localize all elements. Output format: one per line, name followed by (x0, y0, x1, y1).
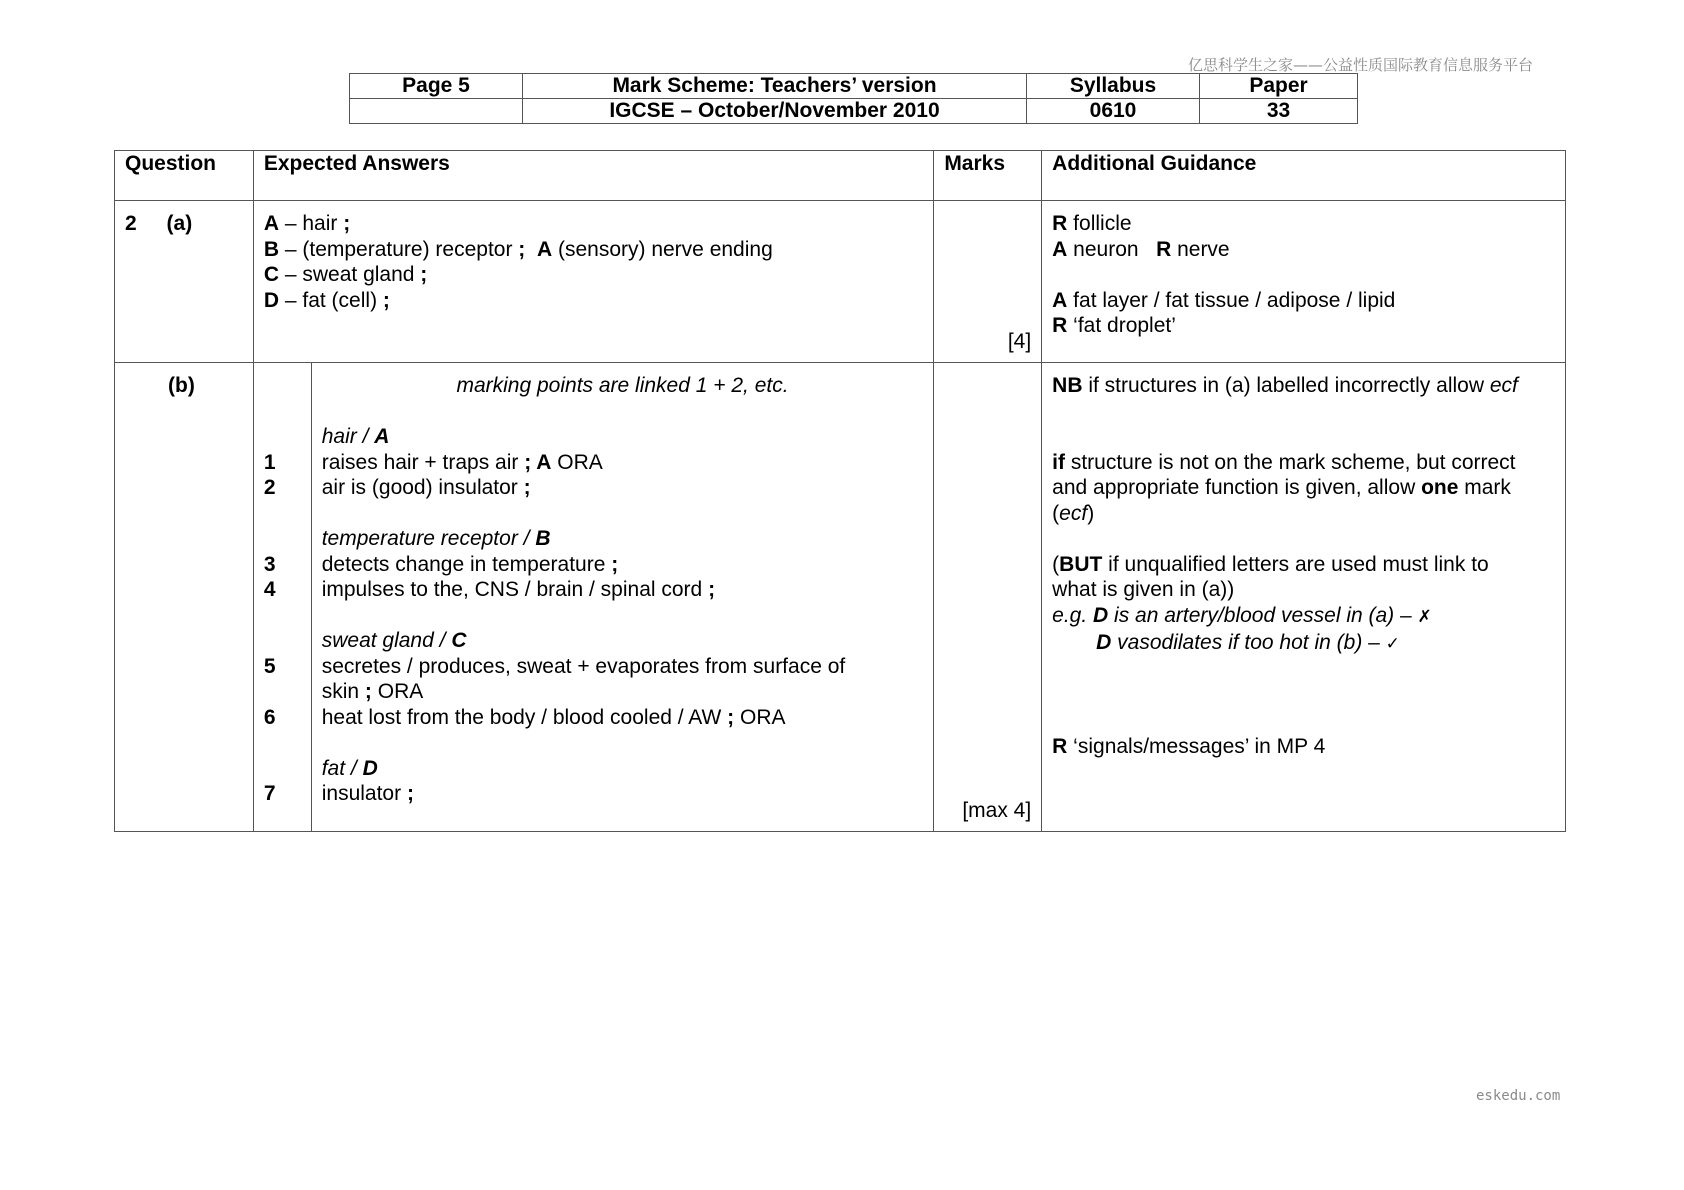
guidance-text: ) (1087, 501, 1095, 525)
guidance-text: follicle (1067, 212, 1132, 235)
guidance-letter: D (1093, 603, 1109, 627)
point-number: 5 (263, 654, 276, 678)
answer-mark: ; (708, 578, 716, 601)
answer-letter: C (263, 263, 280, 286)
guidance-text: if structures in (a) labelled incorrectly allow (1082, 374, 1490, 397)
cross-icon: ✗ (1417, 606, 1432, 627)
guidance-text: is an artery/blood vessel in (a) – (1108, 603, 1418, 627)
col-answers: Expected Answers (253, 151, 933, 201)
guidance-letter: if (1052, 450, 1065, 474)
guidance-letter: R (1052, 212, 1068, 235)
guidance-text: ecf (1489, 374, 1518, 397)
answer-letter: D (263, 288, 280, 312)
guidance-text: ‘fat droplet’ (1067, 314, 1176, 337)
guidance-text: neuron (1067, 237, 1145, 261)
header-table (349, 73, 1358, 124)
marks-cell-a: [4] (934, 201, 1042, 363)
answer-text: – (temperature) receptor (279, 237, 519, 261)
section-heading: hair / (321, 425, 375, 448)
point-text: raises hair + traps air (321, 450, 525, 474)
guidance-text: and appropriate function is given, allow (1052, 476, 1422, 499)
header-title: Mark Scheme: Teachers’ version (523, 74, 1027, 99)
answer-letter: A (531, 450, 552, 474)
guidance-text: BUT (1059, 552, 1103, 576)
header-paper-label: Paper (1200, 74, 1358, 99)
point-number: 7 (263, 782, 276, 805)
answer-mark: ; (343, 212, 351, 235)
guidance-cell-a (1042, 201, 1566, 363)
section-heading: sweat gland / (321, 629, 452, 652)
point-number: 4 (263, 578, 276, 601)
point-text: air is (good) insulator (321, 476, 524, 499)
guidance-text: ( (1052, 552, 1060, 576)
point-text: ORA (371, 680, 424, 703)
question-number: 2 (125, 212, 137, 235)
answer-letter: B (263, 237, 280, 261)
col-question: Question (115, 151, 254, 201)
point-number: 2 (263, 476, 276, 499)
header-syllabus: 0610 (1027, 99, 1200, 124)
answer-text: – hair (279, 212, 344, 235)
answer-text: (sensory) nerve ending (552, 237, 773, 261)
answer-mark: ; (727, 705, 735, 729)
marks-cell-b: [max 4] (934, 363, 1042, 832)
question-cell-a (115, 201, 254, 363)
header-subtitle: IGCSE – October/November 2010 (523, 99, 1027, 124)
col-marks: Marks (934, 151, 1042, 201)
point-text: detects change in temperature (321, 552, 612, 576)
guidance-letter: R (1156, 237, 1172, 261)
guidance-letter: NB (1052, 374, 1083, 397)
watermark-bottom: eskedu.com (1476, 1088, 1561, 1104)
guidance-text: ecf (1059, 501, 1088, 525)
guidance-text: ‘signals/messages’ in MP 4 (1067, 735, 1326, 758)
guidance-letter: R (1052, 735, 1068, 758)
guidance-text: e.g. (1052, 603, 1094, 627)
guidance-text: structure is not on the mark scheme, but correct (1065, 450, 1516, 474)
guidance-text: what is given in (a)) (1052, 578, 1235, 601)
answer-text: – sweat gland (279, 263, 421, 286)
question-cell-b (115, 363, 254, 832)
guidance-cell-b (1042, 363, 1566, 832)
header-empty (350, 99, 523, 124)
table-header-row (115, 151, 1566, 201)
guidance-letter: D (1096, 631, 1112, 654)
question-part-a: (a) (166, 212, 193, 235)
point-text: skin (321, 680, 365, 703)
section-heading-letter: A (374, 425, 390, 448)
guidance-text: if unqualified letters are used must link to (1102, 552, 1489, 576)
section-heading: fat / (321, 756, 363, 780)
check-icon: ✓ (1385, 634, 1400, 654)
col-guidance: Additional Guidance (1042, 151, 1566, 201)
table-row (115, 201, 1566, 363)
answers-cell-b (311, 363, 934, 832)
point-number: 1 (263, 450, 276, 474)
point-text: secretes / produces, sweat + evaporates from surface of (321, 654, 846, 678)
answer-mark: ; (406, 782, 414, 805)
guidance-text: one (1421, 476, 1459, 499)
point-text: impulses to the, CNS / brain / spinal cord (321, 578, 709, 601)
answer-mark: ; (420, 263, 428, 286)
header-paper: 33 (1200, 99, 1358, 124)
section-heading-letter: B (535, 527, 551, 550)
guidance-letter: A (1052, 237, 1068, 261)
point-text: insulator (321, 782, 407, 805)
point-text: heat lost from the body / blood cooled / AW (321, 705, 728, 729)
guidance-text: mark (1458, 476, 1511, 499)
intro-note: marking points are linked 1 + 2, etc. (456, 374, 789, 397)
point-text: ORA (551, 450, 603, 474)
answer-mark: ; (524, 450, 532, 474)
answer-mark: ; (518, 237, 526, 261)
question-part-b: (b) (168, 374, 195, 397)
mark-scheme-table (114, 150, 1566, 832)
answer-mark: ; (523, 476, 531, 499)
watermark-top: 亿思科学生之家——公益性质国际教育信息服务平台 (1188, 56, 1534, 74)
answer-letter: A (536, 237, 553, 261)
guidance-text: ( (1052, 501, 1060, 525)
guidance-letter: A (1052, 288, 1068, 312)
point-number: 6 (263, 705, 276, 729)
answer-mark: ; (382, 288, 390, 312)
section-heading-letter: D (362, 756, 378, 780)
guidance-text: fat layer / fat tissue / adipose / lipid (1067, 288, 1396, 312)
point-numbers-cell (253, 363, 311, 832)
header-page: Page 5 (350, 74, 523, 99)
header-syllabus-label: Syllabus (1027, 74, 1200, 99)
point-number: 3 (263, 552, 276, 576)
guidance-letter: R (1052, 314, 1068, 337)
guidance-text: nerve (1171, 237, 1230, 261)
table-row (115, 363, 1566, 832)
answer-letter: A (263, 212, 280, 235)
guidance-text: vasodilates if too hot in (b) – (1111, 631, 1386, 654)
section-heading: temperature receptor / (321, 527, 536, 550)
answer-mark: ; (611, 552, 619, 576)
point-text: ORA (734, 705, 786, 729)
answer-mark: ; (364, 680, 372, 703)
section-heading-letter: C (451, 629, 467, 652)
answers-cell-a (253, 201, 933, 363)
answer-text: – fat (cell) (279, 288, 383, 312)
